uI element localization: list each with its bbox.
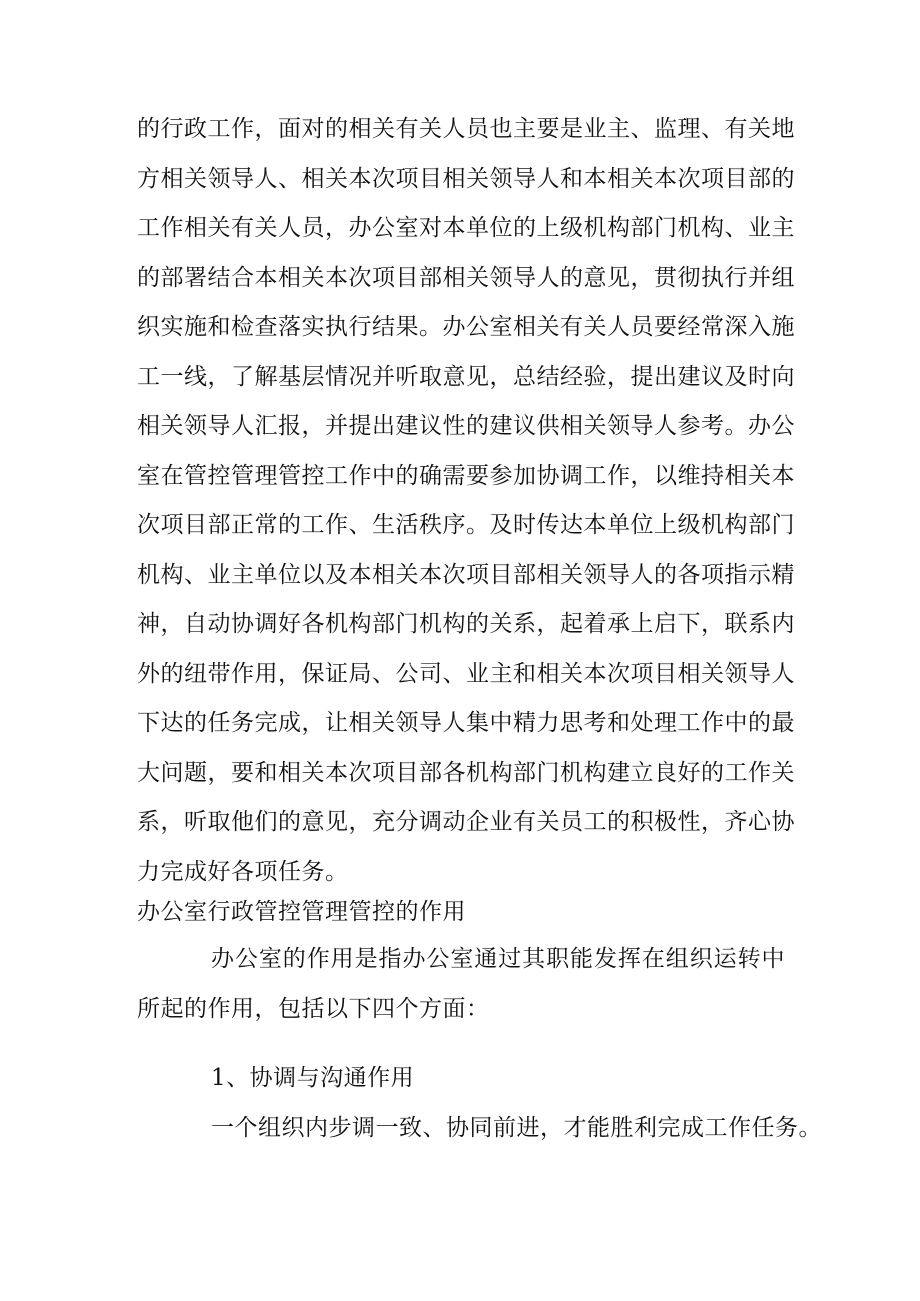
body-text-line: 一个组织内步调一致、协同前进，才能胜利完成工作任务。 <box>211 1115 822 1141</box>
subheading: 1、协调与沟通作用 <box>211 1065 415 1091</box>
body-text-line: 力完成好各项任务。 <box>137 859 349 885</box>
body-text-line: 织实施和检查落实执行结果。办公室相关有关人员要经常深入施 <box>137 314 795 340</box>
body-text-line: 系，听取他们的意见，充分调动企业有关员工的积极性，齐心协 <box>137 809 795 835</box>
body-text-line: 机构、业主单位以及本相关本次项目部相关领导人的各项指示精 <box>137 562 795 588</box>
body-text-line: 的部署结合本相关本次项目部相关领导人的意见，贯彻执行并组 <box>137 265 795 291</box>
section-heading: 办公室行政管控管理管控的作用 <box>137 899 466 925</box>
body-text-line: 次项目部正常的工作、生活秩序。及时传达本单位上级机构部门 <box>137 512 795 538</box>
body-text-line: 外的纽带作用，保证局、公司、业主和相关本次项目相关领导人 <box>137 661 795 687</box>
body-text-line: 神，自动协调好各机构部门机构的关系，起着承上启下，联系内 <box>137 611 795 637</box>
body-text-line: 办公室的作用是指办公室通过其职能发挥在组织运转中 <box>211 946 785 972</box>
body-text-line: 所起的作用，包括以下四个方面： <box>137 996 490 1022</box>
body-text-line: 工一线，了解基层情况并听取意见，总结经验，提出建议及时向 <box>137 364 795 390</box>
body-text-line: 大问题，要和相关本次项目部各机构部门机构建立良好的工作关 <box>137 760 795 786</box>
body-text-line: 的行政工作，面对的相关有关人员也主要是业主、监理、有关地 <box>137 116 795 142</box>
body-text-line: 方相关领导人、相关本次项目相关领导人和本相关本次项目部的 <box>137 166 795 192</box>
body-text-line: 下达的任务完成，让相关领导人集中精力思考和处理工作中的最 <box>137 710 795 736</box>
body-text-line: 相关领导人汇报，并提出建议性的建议供相关领导人参考。办公 <box>137 413 795 439</box>
body-text-line: 室在管控管理管控工作中的确需要参加协调工作，以维持相关本 <box>137 463 795 489</box>
body-text-line: 工作相关有关人员，办公室对本单位的上级机构部门机构、业主 <box>137 215 795 241</box>
